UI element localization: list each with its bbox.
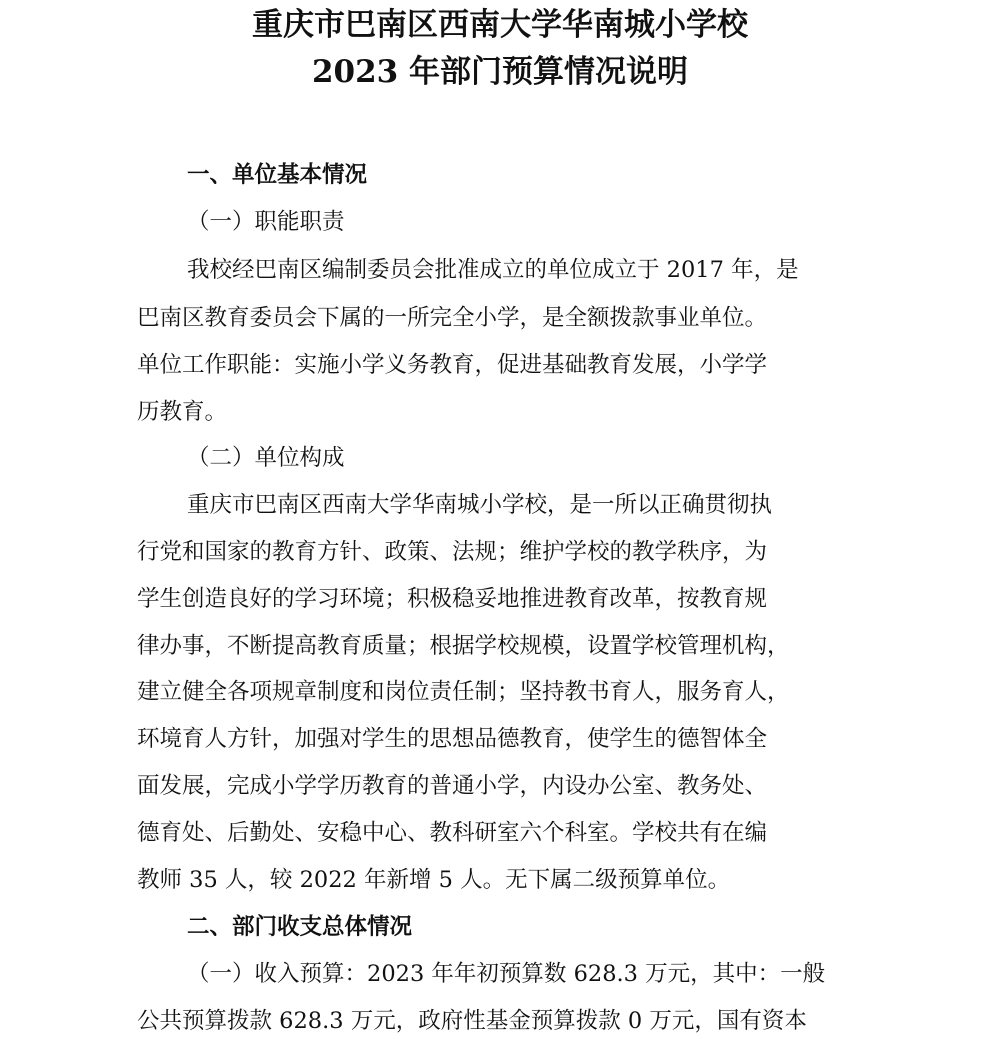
paragraph2-line: 行党和国家的教育方针、政策、法规；维护学校的教学秩序，为 [137,539,768,565]
paragraph2-line: 面发展，完成小学学历教育的普通小学，内设办公室、教务处、 [137,773,768,799]
paragraph1-line: 巴南区教育委员会下属的一所完全小学，是全额拨款事业单位。 [137,305,768,331]
paragraph1-line: 我校经巴南区编制委员会批准成立的单位成立于 2017 年，是 [187,257,799,283]
paragraph2-line: 律办事，不断提高教育质量；根据学校规模，设置学校管理机构， [137,633,790,659]
section1-heading: 一、单位基本情况 [187,162,368,188]
paragraph2-line: 学生创造良好的学习环境；积极稳妥地推进教育改革，按教育规 [137,586,768,612]
section2-heading: 二、部门收支总体情况 [187,914,413,940]
paragraph1-line: 历教育。 [137,399,228,425]
paragraph2-line: 教师 35 人，较 2022 年新增 5 人。无下属二级预算单位。 [137,867,731,893]
paragraph1-line: 单位工作职能：实施小学义务教育，促进基础教育发展，小学学 [137,352,768,378]
paragraph2-line: 重庆市巴南区西南大学华南城小学校，是一所以正确贯彻执 [187,492,773,518]
paragraph2-line: 建立健全各项规章制度和岗位责任制；坚持教书育人，服务育人， [137,679,790,705]
subsection1-heading: （一）职能职责 [187,209,345,235]
paragraph3-line: （一）收入预算：2023 年年初预算数 628.3 万元，其中：一般 [187,961,826,987]
paragraph3-line: 公共预算拨款 628.3 万元，政府性基金预算拨款 0 万元，国有资本 [137,1008,807,1034]
paragraph2-line: 德育处、后勤处、安稳中心、教科研室六个科室。学校共有在编 [137,820,768,846]
doc-title-line1: 重庆市巴南区西南大学华南城小学校 [252,7,748,43]
paragraph2-line: 环境育人方针，加强对学生的思想品德教育，使学生的德智体全 [137,726,768,752]
doc-title-line2: 2023 年部门预算情况说明 [311,54,689,90]
subsection2-heading: （二）单位构成 [187,445,345,471]
